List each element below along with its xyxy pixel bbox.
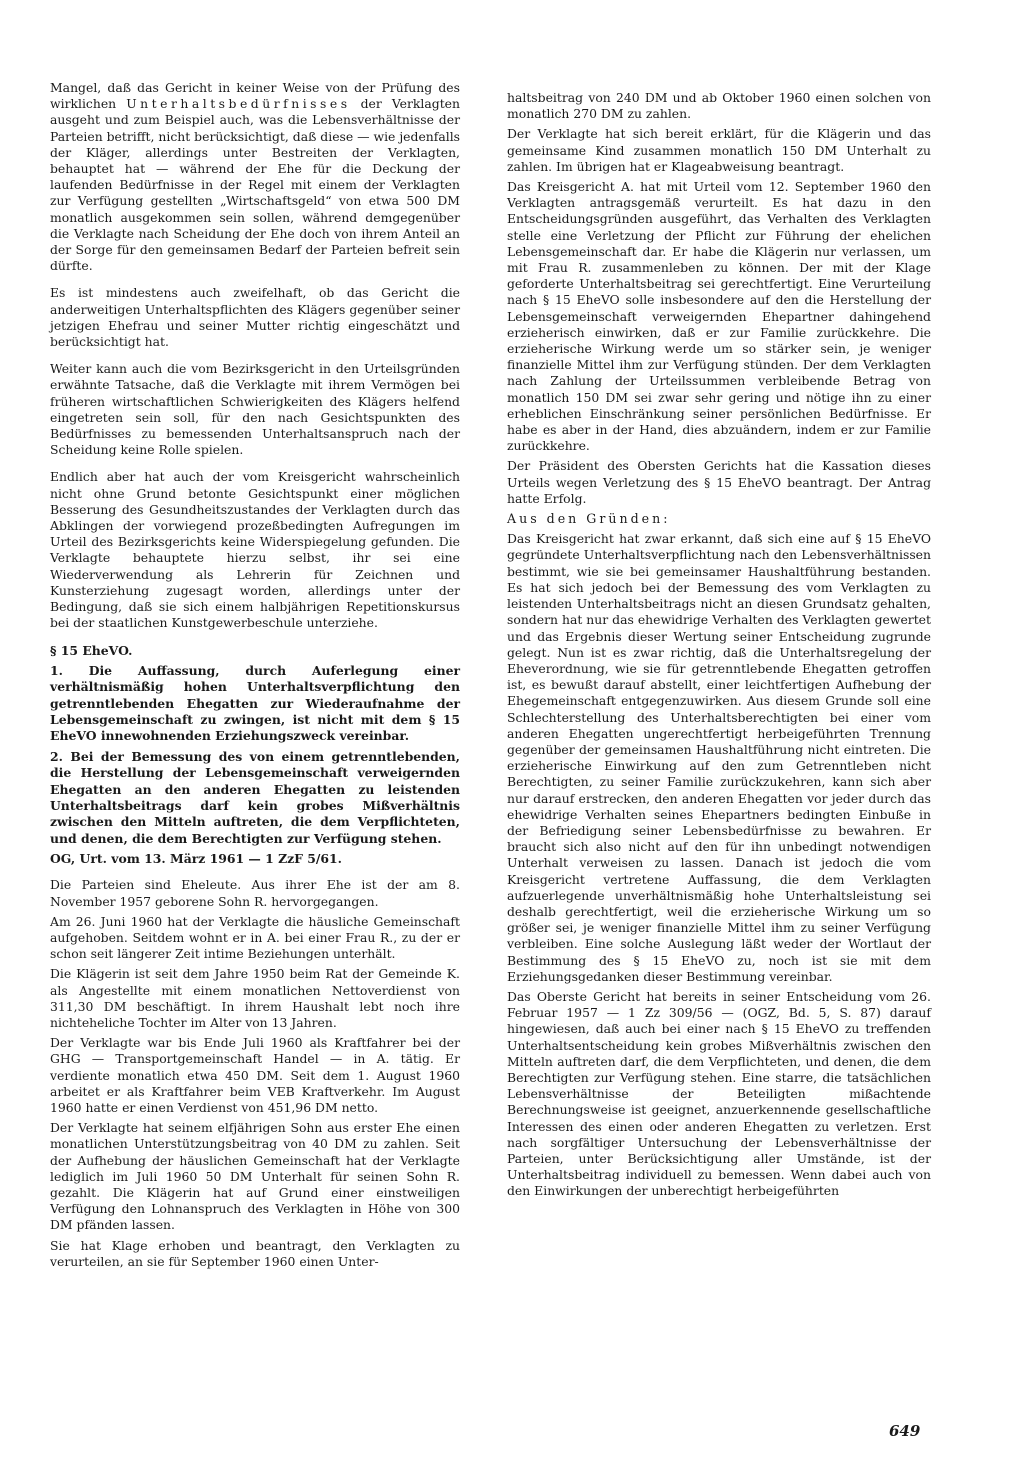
paragraph: Am 26. Juni 1960 hat der Verklagte die häusliche Gemeinschaft aufgehoben. Seitdem wohnt er in A. bei einer Frau R., zu der er schon seit längerer Zeit intime Beziehungen unterhält. <box>50 913 460 962</box>
paragraph: Endlich aber hat auch der vom Kreisgericht wahrscheinlich nicht ohne Grund betonte Gesichtspunkt einer möglichen Besserung des Gesundheitszustandes der Verklagten durch das Abklingen der vorwiegend prozeßbedingten Aufregungen im Urteil des Bezirksgerichts keine Widerspiegelung gefunden. Die Verklagte behauptete hierzu selbst, ihr sei eine Wiederverwendung als Lehrerin für Zeichnen und Kunsterziehung zugesagt worden, allerdings unter der Bedingung, daß sie sich einem halbjährigen Repetitionskursus bei der staatlichen Kunstgewerbeschule unterziehe. <box>50 469 460 631</box>
paragraph: Die Klägerin ist seit dem Jahre 1950 beim Rat der Gemeinde K. als Angestellte mit einem monatlichen Nettoverdienst von 311,30 DM beschäftigt. In ihrem Haushalt lebt noch ihre nichteheliche Tochter im Alter von 13 Jahren. <box>50 966 460 1030</box>
paragraph: Mangel, daß das Gericht in keiner Weise von der Prüfung des wirklichen Unterhaltsbedürfnisses der Verklagten ausgeht und zum Beispiel auch, was die Lebensverhältnisse der Parteien betrifft, nicht berücksichtigt, daß diese — wie jedenfalls der Kläger, allerdings unter Bestreiten der Verklagten, behauptet hat — während der Ehe für die Deckung der laufenden Bedürfnisse in der Regel mit einem der Verklagten zur Verfügung gestellten „Wirtschaftsgeld“ von etwa 500 DM monatlich ausgekommen sein sollen, während demgegenüber die Verklagte nach Scheidung der Ehe doch von ihrem Anteil an der Sorge für den gemeinsamen Bedarf der Parteien befreit sein dürfte. <box>50 80 461 274</box>
section-heading: Aus den Gründen: <box>507 511 671 527</box>
paragraph: Es ist mindestens auch zweifelhaft, ob das Gericht die anderweitigen Unterhaltspflichten des Klägers gegenüber seiner jetzigen Ehefrau und seiner Mutter richtig eingeschätzt und berücksichtigt hat. <box>50 285 460 350</box>
emphasized-term: Unterhaltsbedürfnisses <box>126 96 351 112</box>
paragraph: haltsbeitrag von 240 DM und ab Oktober 1960 einen solchen von monatlich 270 DM zu zahlen. <box>507 90 931 122</box>
paragraph: Das Kreisgericht A. hat mit Urteil vom 12. September 1960 den Verklagten antragsgemäß verurteilt. Es hat dazu in den Entscheidungsgründen ausgeführt, das Verhalten des Verklagten stelle eine Verletzung der Pflicht zur Führung der ehelichen Lebensgemeinschaft dar. Er habe die Klägerin nur verlassen, um mit Frau R. zusammenleben zu können. Der mit der Klage geforderte Unterhaltsbeitrag sei gerechtfertigt. Eine Verurteilung nach § 15 EheVO solle insbesondere auf den die Herstellung der Lebensgemeinschaft verweigernden Ehepartner dahingehend erzieherisch einwirken, daß er zur Familie zurückkehre. Die erzieherische Wirkung werde um so stärker sein, je weniger finanzielle Mittel ihm zur Verfügung stünden. Der dem Verklagten nach Zahlung der Urteilssummen verbleibende Betrag von monatlich 150 DM sei zwar sehr gering und nötige ihn zu einer erheblichen Einschränkung seiner persönlichen Bedürfnisse. Er habe es aber in der Hand, dies abzuändern, indem er zur Familie zurückkehre. <box>507 179 931 454</box>
paragraph: Der Verklagte hat seinem elfjährigen Sohn aus erster Ehe einen monatlichen Unterstützungsbeitrag von 40 DM zu zahlen. Seit der Aufhebung der häuslichen Gemeinschaft hat der Verklagte lediglich im Juli 1960 50 DM Unterhalt für seinen Sohn R. gezahlt. Die Klägerin hat auf Grund einer einstweiligen Verfügung den Lohnanspruch des Verklagten in Höhe von 300 DM pfänden lassen. <box>50 1120 460 1233</box>
paragraph: Das Oberste Gericht hat bereits in seiner Entscheidung vom 26. Februar 1957 — 1 Zz 309/56 — (OGZ, Bd. 5, S. 87) darauf hingewiesen, daß auch bei einer nach § 15 EheVO zu treffenden Unterhaltsentscheidung kein grobes Mißverhältnis zwischen den Mitteln auftreten darf, die dem Verpflichteten, und denen, die dem Berechtigten zur Verfügung stehen. Eine starre, die tatsächlichen Lebensverhältnisse der Beteiligten mißachtende Berechnungsweise ist geeignet, anzuerkennende gesellschaftliche Interessen des einen oder anderen Ehegatten zu verletzen. Erst nach sorgfältiger Untersuchung der Lebensverhältnisse der Parteien, unter Berücksichtigung aller Umstände, ist der Unterhaltsbeitrag individuell zu bemessen. Wenn dabei auch von den Einwirkungen der unberechtigt herbeigeführten <box>507 988 931 1199</box>
case-citation: OG, Urt. vom 13. März 1961 — 1 ZzF 5/61. <box>50 851 342 867</box>
paragraph: Der Verklagte war bis Ende Juli 1960 als Kraftfahrer bei der GHG — Transportgemeinschaft Handel — in A. tätig. Er verdiente monatlich etwa 450 DM. Seit dem 1. August 1960 arbeitet er als Kraftfahrer beim VEB Kraftverkehr. Im August 1960 hatte er einen Verdienst von 451,96 DM netto. <box>50 1035 460 1116</box>
headnote-2: 2. Bei der Bemessung des von einem getrenntlebenden, die Herstellung der Lebensgemeinschaft verweigernden Ehegatten an den anderen Ehegatten zu leistenden Unterhaltsbeitrags darf kein grobes Mißverhältnis zwischen den Mitteln auftreten, die dem Verpflichteten, und denen, die dem Berechtigten zur Verfügung stehen. <box>50 748 460 846</box>
paragraph: Der Präsident des Obersten Gerichts hat die Kassation dieses Urteils wegen Verletzung des § 15 EheVO beantragt. Der Antrag hatte Erfolg. <box>507 458 931 506</box>
paragraph: Weiter kann auch die vom Bezirksgericht in den Urteilsgründen erwähnte Tatsache, daß die Verklagte mit ihrem Vermögen bei früheren wirtschaftlichen Schwierigkeiten des Klägers helfend eingetreten sein soll, für den nach Gesichtspunkten des Bedürfnisses zu bemessenden Unterhaltsanspruch nach der Scheidung keine Rolle spielen. <box>50 361 460 458</box>
section-heading: § 15 EheVO. <box>50 642 133 658</box>
headnote-1: 1. Die Auffassung, durch Auferlegung einer verhältnismäßig hohen Unterhaltsverpflichtung den getrenntlebenden Ehegatten zur Wiederaufnahme der Lebensgemeinschaft zu zwingen, ist nicht mit dem § 15 EheVO innewohnenden Erziehungszweck vereinbar. <box>50 662 460 744</box>
paragraph: Der Verklagte hat sich bereit erklärt, für die Klägerin und das gemeinsame Kind zusammen monatlich 150 DM Unterhalt zu zahlen. Im übrigen hat er Klageabweisung beantragt. <box>507 126 931 174</box>
paragraph: Das Kreisgericht hat zwar erkannt, daß sich eine auf § 15 EheVO gegründete Unterhaltsverpflichtung nach den Lebensverhältnissen bestimmt, wie sie bei gemeinsamer Haushaltführung bestanden. Es hat sich jedoch bei der Bemessung des vom Verklagten zu leistenden Unterhaltsbeitrags nicht an diesen Grundsatz gehalten, sondern hat nur das ehewidrige Verhalten des Verklagten gewertet und das Ergebnis dieser Wertung seiner Entscheidung zugrunde gelegt. Nun ist es zwar richtig, daß die Unterhaltsregelung der Eheverordnung, wie sie für getrenntlebende Ehegatten getroffen ist, es bewußt darauf abstellt, einer leichtfertigen Aufhebung der Ehegemeinschaft entgegenzuwirken. Aus diesem Grunde soll eine Schlechterstellung des Unterhaltsberechtigten bei einer vom anderen Ehegatten ungerechtfertigt herbeigeführten Trennung gegenüber der gemeinsamen Haushaltführung nicht eintreten. Die erzieherische Einwirkung auf den zum Getrenntleben nicht Berechtigten, zu seiner Familie zurückzukehren, kann sich aber nur darauf erstrecken, den anderen Ehegatten vor jeder durch das ehewidrige Verhalten seines Ehepartners bedingten Einbuße in der Befriedigung seiner Lebensbedürfnisse zu bewahren. Er braucht sich also nicht auf den für ihn unbedingt notwendigen Unterhalt verweisen zu lassen. Danach ist jedoch die vom Kreisgericht vertretene Auffassung, die dem Verklagten aufzuerlegende unverhältnismäßig hohe Unterhaltsleistung sei deshalb gerechtfertigt, weil die erzieherische Wirkung um so größer sei, je weniger finanzielle Mittel ihm zu seiner Verfügung verbleiben. Eine solche Auslegung läßt weder der Wortlaut der Bestimmung des § 15 EheVO zu, noch ist sie mit dem Erziehungsgedanken dieser Bestimmung vereinbar. <box>507 531 931 984</box>
right-column <box>507 90 931 1204</box>
page-number: 649 <box>889 1422 921 1440</box>
left-column <box>50 80 460 1274</box>
paragraph: Sie hat Klage erhoben und beantragt, den Verklagten zu verurteilen, an sie für September 1960 einen Unter- <box>50 1237 460 1269</box>
paragraph: Die Parteien sind Eheleute. Aus ihrer Ehe ist der am 8. November 1957 geborene Sohn R. hervorgegangen. <box>50 877 460 909</box>
